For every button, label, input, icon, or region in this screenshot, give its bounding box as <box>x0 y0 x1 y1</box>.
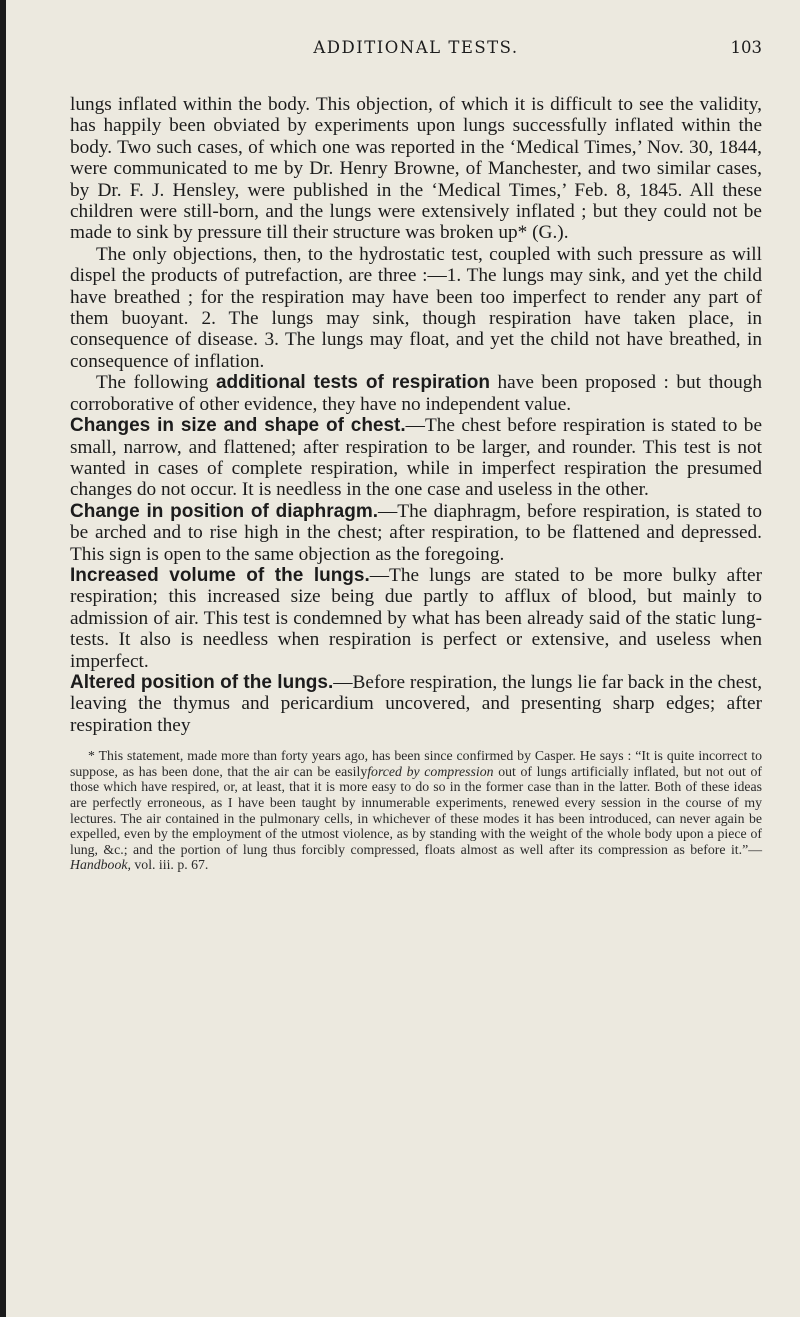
paragraph-additional-tests <box>70 372 762 415</box>
footnote-italic-2: Handbook, <box>70 857 131 873</box>
paragraph-continued: lungs inflated within the body. This objection, of which it is difficult to see the validity, has happily been obviated by experiments upon lungs successfully inflated within the body. Two such cases, of which one was reported in the ‘Medical Times,’ Nov. 30, 1844, were communicated to me by Dr. Henry Browne, of Manchester, and two similar cases, by Dr. F. J. Hensley, were published in the ‘Medical Times,’ Feb. 8, 1845. All these children were still-born, and the lungs were extensively inflated ; but they could not be made to sink by pressure till their structure was broken up* (G.). <box>70 94 762 244</box>
paragraph-diaphragm <box>70 501 762 565</box>
chest-heading: Changes in size and shape of chest. <box>70 415 406 437</box>
diaphragm-text: —The diaphragm, before respiration, is stated to be arched and to rise high in the chest; after respiration, to be flattened and depressed. This sign is open to the same objection as the foregoing. <box>70 500 762 565</box>
additional-tests-lead: The following <box>96 372 209 394</box>
volume-heading: Increased volume of the lungs. <box>70 564 370 586</box>
volume-text: —The lungs are stated to be more bulky after respiration; this increased size being due partly to afflux of blood, but mainly to admission of air. This test is condemned by what has been already said of the static lung-tests. It also is needless when respiration is perfect or extensive, and useless when imperfect. <box>70 564 762 672</box>
footnote-part-2: out of lungs artificially inflated, but not out of those which have respired, or, at least, that it is more easy to do so in the former case than in the latter. Both of these ideas are perfectly erroneous, as I have been taught by innumerable experiments, renewed every session in the course of my lectures. The air contained in the pulmonary cells, in whichever of these modes it has been introduced, can never again be expelled, even by the employment of the utmost violence, as by standing with the weight of the whole body upon a piece of lung, &c.; and the portion of lung thus forcibly compressed, floats almost as well after its compression as before it.”— <box>70 763 763 857</box>
paragraph-volume <box>70 565 762 672</box>
additional-tests-text: have been proposed : but though corroborative of other evidence, they have no independent value. <box>70 372 763 415</box>
book-page <box>70 0 762 1317</box>
position-text: —Before respiration, the lungs lie far back in the chest, leaving the thymus and pericardium uncovered, and presenting sharp edges; after respiration they <box>70 671 763 736</box>
footnote-part-3: vol. iii. p. 67. <box>134 857 209 873</box>
page-header <box>70 38 762 80</box>
page-binding-edge <box>0 0 6 1317</box>
running-title: ADDITIONAL TESTS. <box>313 38 519 57</box>
position-heading: Altered position of the lungs. <box>70 671 334 693</box>
body-text <box>70 94 762 736</box>
page-number: 103 <box>730 38 762 57</box>
footnote-part-1: * This statement, made more than forty years ago, has been since confirmed by Casper. He says : “It is quite incorrect to suppose, as has been done, that the air can be easily <box>70 748 762 779</box>
footnote <box>70 748 762 873</box>
paragraph-position <box>70 672 762 736</box>
chest-text: —The chest before respiration is stated to be small, narrow, and flattened; after respiration to be larger, and rounder. This test is not wanted in cases of complete respiration, while in imperfect respiration the presumed changes do not occur. It is needless in the one case and useless in the other. <box>70 415 762 501</box>
paragraph-objections: The only objections, then, to the hydrostatic test, coupled with such pressure as will dispel the products of putrefaction, are three :—1. The lungs may sink, and yet the child have breathed ; for the respiration may have been too imperfect to render any part of them buoyant. 2. The lungs may sink, though respiration have taken place, in consequence of disease. 3. The lungs may float, and yet the child not have breathed, in consequence of inflation. <box>70 243 762 372</box>
diaphragm-heading: Change in position of diaphragm. <box>70 500 379 522</box>
paragraph-chest <box>70 415 762 501</box>
footnote-text <box>70 748 762 873</box>
additional-tests-heading: additional tests of respiration <box>215 372 491 394</box>
footnote-italic-1: forced by compression <box>367 763 494 779</box>
